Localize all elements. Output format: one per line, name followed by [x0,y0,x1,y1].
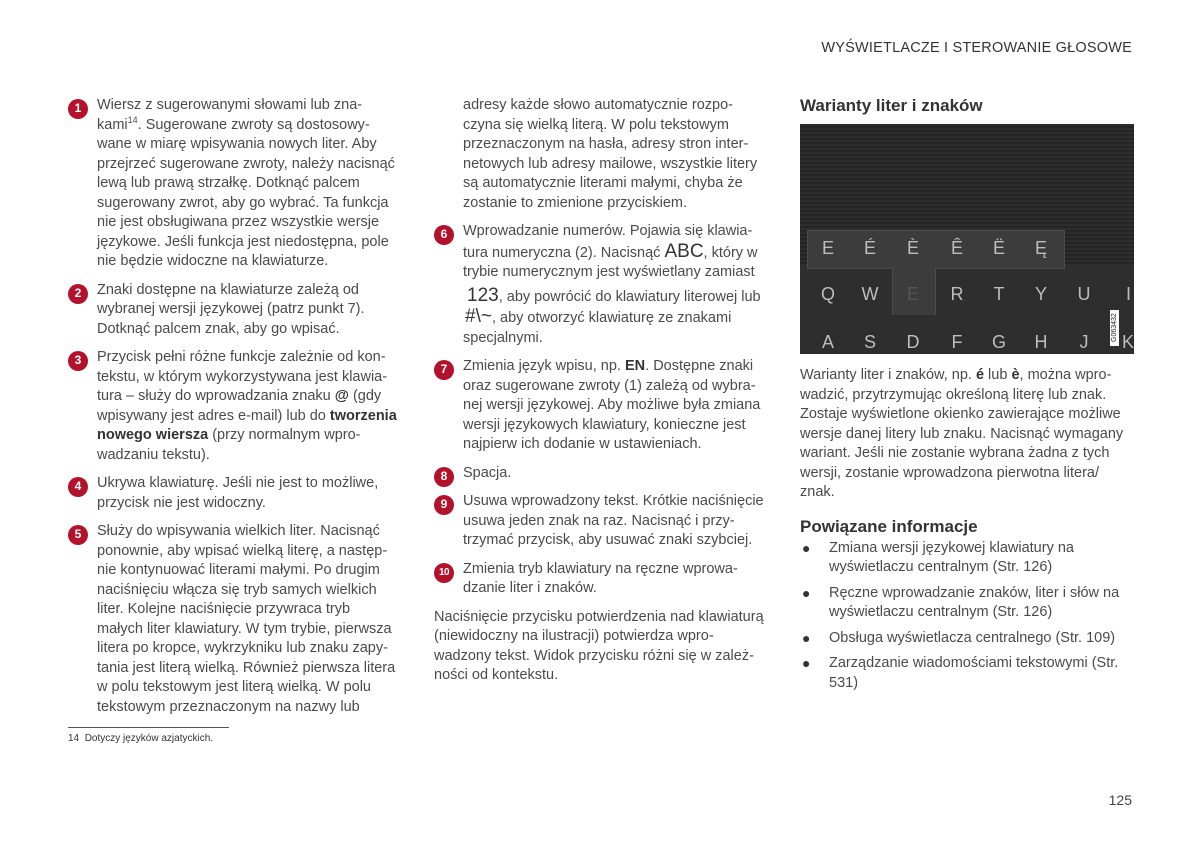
item-6-text-2: , który w trybie numerycznym jest wyświetlany zamiast [463,244,758,280]
caption-text-c: , można wprowadzić, przytrzymując określoną literę lub znak. Zostaje wyświetlone okienko zawierające możliwe wersje danej litery lub znaku. Nacisnąć wymagany wariant. Jeśli nie zostanie wybrana żadna z tych wersji, zostanie wprowadzona pierwotna litera/ znak. [800,367,1124,500]
related-link-text[interactable]: Obsługa wyświetlacza centralnego (Str. 109) [829,629,1116,646]
keyboard-key: Q [820,284,835,304]
callout-badge-10: 10 [434,563,454,583]
item-1-text-b: . Sugerowane zwroty są dostosowywane w miarę wpisywania nowych liter. Aby przejrzeć sugerowane zwroty, należy nacisnąć lewą lub prawą strzałkę. Dotknąć palcem sugerowany zwrot, aby go wybrać. Ta funkcja nie jest obsługiwana przez wszystkie wersje językowe. Jeśli funkcja jest niedostępna, pole nie będzie widoczne na klawiaturze. [97,116,395,269]
keyboard-key: U [1077,284,1091,304]
related-links-list [800,539,1134,694]
item-8-text: Spacja. [463,464,512,481]
column-left [68,96,398,726]
list-item-7 [434,357,766,455]
caption-bold-2: è [1011,367,1020,383]
footnote-text: Dotyczy języków azjatyckich. [84,733,214,744]
callout-badge-1: 1 [68,99,88,119]
item-7-text-1: Zmienia język wpisu, np. [463,358,625,374]
related-link-text[interactable]: Zmiana wersji językowej klawiatury na wyświetlaczu centralnym (Str. 126) [829,539,1074,575]
item-3-text-b: (gdy wpisywany jest adres e-mail) lub do [97,388,382,424]
list-item-1 [68,96,398,272]
footnote-ref: 14 [127,114,138,125]
continuation-text [434,96,766,213]
variant-key: È [906,238,919,258]
page-number: 125 [1108,792,1132,808]
footnote-divider [68,727,229,728]
item-6-text-4: , aby otworzyć klawiaturę ze znakami specjalnymi. [463,310,732,346]
caption-bold-1: é [975,367,985,383]
callout-badge-5: 5 [68,525,88,545]
item-9-text: Usuwa wprowadzony tekst. Krótkie naciśnięcie usuwa jeden znak na raz. Nacisnąć i przytrzymać przycisk, aby usuwać znaki szybciej. [463,493,764,548]
keyboard-key-pressed: E [906,284,919,304]
related-link-item[interactable] [800,629,1134,649]
section-heading-related: Powiązane informacje [800,516,978,536]
item-3-bold-b: tworzenia nowego wiersza [97,407,397,443]
bullet-icon: ● [802,584,811,601]
item-5-text: Służy do wpisywania wielkich liter. Nacisnąć ponownie, aby wpisać wielką literę, a następnie kontynuować literami małymi. Po drugim naciśnięciu włącza się tryb samych wielkich liter. Kolejne naciśnięcie przywraca tryb małych liter klawiatury. W tym trybie, pierwsza litera po kropce, wykrzykniku lub znaku zapytania jest literą wielką. Również pierwsza litera w polu tekstowym jest literą wielką. W polu tekstowym przeznaczonym na nazwy lub [97,523,396,715]
item-2-text: Znaki dostępne na klawiaturze zależą od wybranej wersji językowej (patrz punkt 7). Dotknąć palcem znak, aby go wpisać. [97,281,365,337]
keyboard-key: S [863,332,876,352]
related-link-item[interactable] [800,654,1134,693]
callout-badge-4: 4 [68,477,88,497]
related-link-text[interactable]: Zarządzanie wiadomościami tekstowymi (Str. 531) [829,655,1119,691]
item-3-text-c: (przy normalnym wprowadzaniu tekstu). [97,427,361,463]
callout-badge-9: 9 [434,495,454,515]
keyboard-key: D [906,332,920,352]
special-chars-key-symbol: #\~ [465,306,492,327]
list-item-8 [434,464,766,484]
keyboard-key-partial: K [1122,333,1134,352]
variant-key: É [863,238,876,258]
bullet-icon: ● [802,655,811,671]
abc-key-symbol: ABC [664,240,704,262]
item-4-text: Ukrywa klawiaturę. Jeśli nie jest to możliwe, przycisk nie jest widoczny. [97,475,379,511]
callout-badge-7: 7 [434,360,454,380]
list-item-9 [434,492,766,551]
keyboard-key: H [1034,332,1048,352]
bullet-icon: ● [802,539,811,556]
keyboard-key-partial: I [1126,285,1132,304]
variant-key: E [821,238,834,258]
variant-key: Ë [992,238,1005,258]
keyboard-key: W [861,284,879,304]
keyboard-key: Y [1034,284,1047,304]
item-7-text-2: . Dostępne znaki oraz sugerowane zwroty (1) zależą od wybranej wersji językowej. Aby możliwe była zmiana wersji językowych klawiatury, konieczne jest najpierw ich dodanie w ustawieniach. [463,358,761,452]
keyboard-key: G [991,332,1006,352]
callout-badge-2: 2 [68,284,88,304]
list-item-4 [68,474,398,513]
numeric-key-symbol: 123 [467,284,499,306]
item-1-text-a: Wiersz z sugerowanymi słowami lub znakami [97,97,363,133]
item-6-text-1: Wprowadzanie numerów. Pojawia się klawiatura numeryczna (2). Nacisnąć [463,223,753,261]
related-link-text[interactable]: Ręczne wprowadzanie znaków, liter i słów na wyświetlaczu centralnym (Str. 126) [829,584,1120,620]
related-link-item[interactable] [800,539,1134,578]
item-3-text-a: Przycisk pełni różne funkcje zależnie od kontekstu, w którym wykorzystywana jest klawiatura – służy do wprowadzania znaku [97,349,388,404]
list-item-5 [68,522,398,717]
keyboard-key: T [993,284,1005,304]
footnote-number: 14 [68,733,80,744]
list-item-10 [434,560,766,599]
callout-badge-8: 8 [434,467,454,487]
list-item-6 [434,222,766,348]
keyboard-key: A [821,332,834,352]
caption-text-mid: lub [984,367,1012,383]
caption-text-a: Warianty liter i znaków, np. [800,367,976,383]
list-item-2 [68,281,398,340]
keyboard-key: J [1079,332,1089,352]
related-link-item[interactable] [800,584,1134,623]
variant-key: Ê [950,238,963,258]
keyboard-illustration [800,124,1134,352]
column-middle [434,96,766,686]
footnote [68,733,213,744]
callout-badge-3: 3 [68,351,88,371]
image-code-label: G063432 [1110,310,1119,346]
item-6-text-3: , aby powrócić do klawiatury literowej lub [498,288,761,305]
item-7-bold: EN [624,358,646,374]
illustration-caption [800,366,1134,503]
running-header: WYŚWIETLACZE I STEROWANIE GŁOSOWE [821,40,1132,56]
keyboard-key: F [951,332,963,352]
keyboard-key: R [950,284,964,304]
callout-badge-6: 6 [434,225,454,245]
item-10-text: Zmienia tryb klawiatury na ręczne wprowadzanie liter i znaków. [463,560,738,596]
bullet-icon: ● [802,629,811,646]
confirm-paragraph: Naciśnięcie przycisku potwierdzenia nad klawiaturą (niewidoczny na ilustracji) potwierdza wprowadzony tekst. Widok przycisku różni się w zależności od kontekstu. [434,608,764,683]
list-item-3 [68,348,398,465]
item-5-continuation: adresy każde słowo automatycznie rozpoczyna się wielką literą. W polu tekstowym przeznaczonym na hasła, adresy stron internetowych lub adresy mailowe, wszystkie litery są automatycznie literami małymi, chyba że zostanie to zmienione przyciskiem. [463,97,758,211]
section-heading-variants: Warianty liter i znaków [800,96,983,115]
variant-key: Ę [1034,238,1047,258]
column-right [800,96,1134,699]
item-3-bold-a: @ [334,388,349,404]
